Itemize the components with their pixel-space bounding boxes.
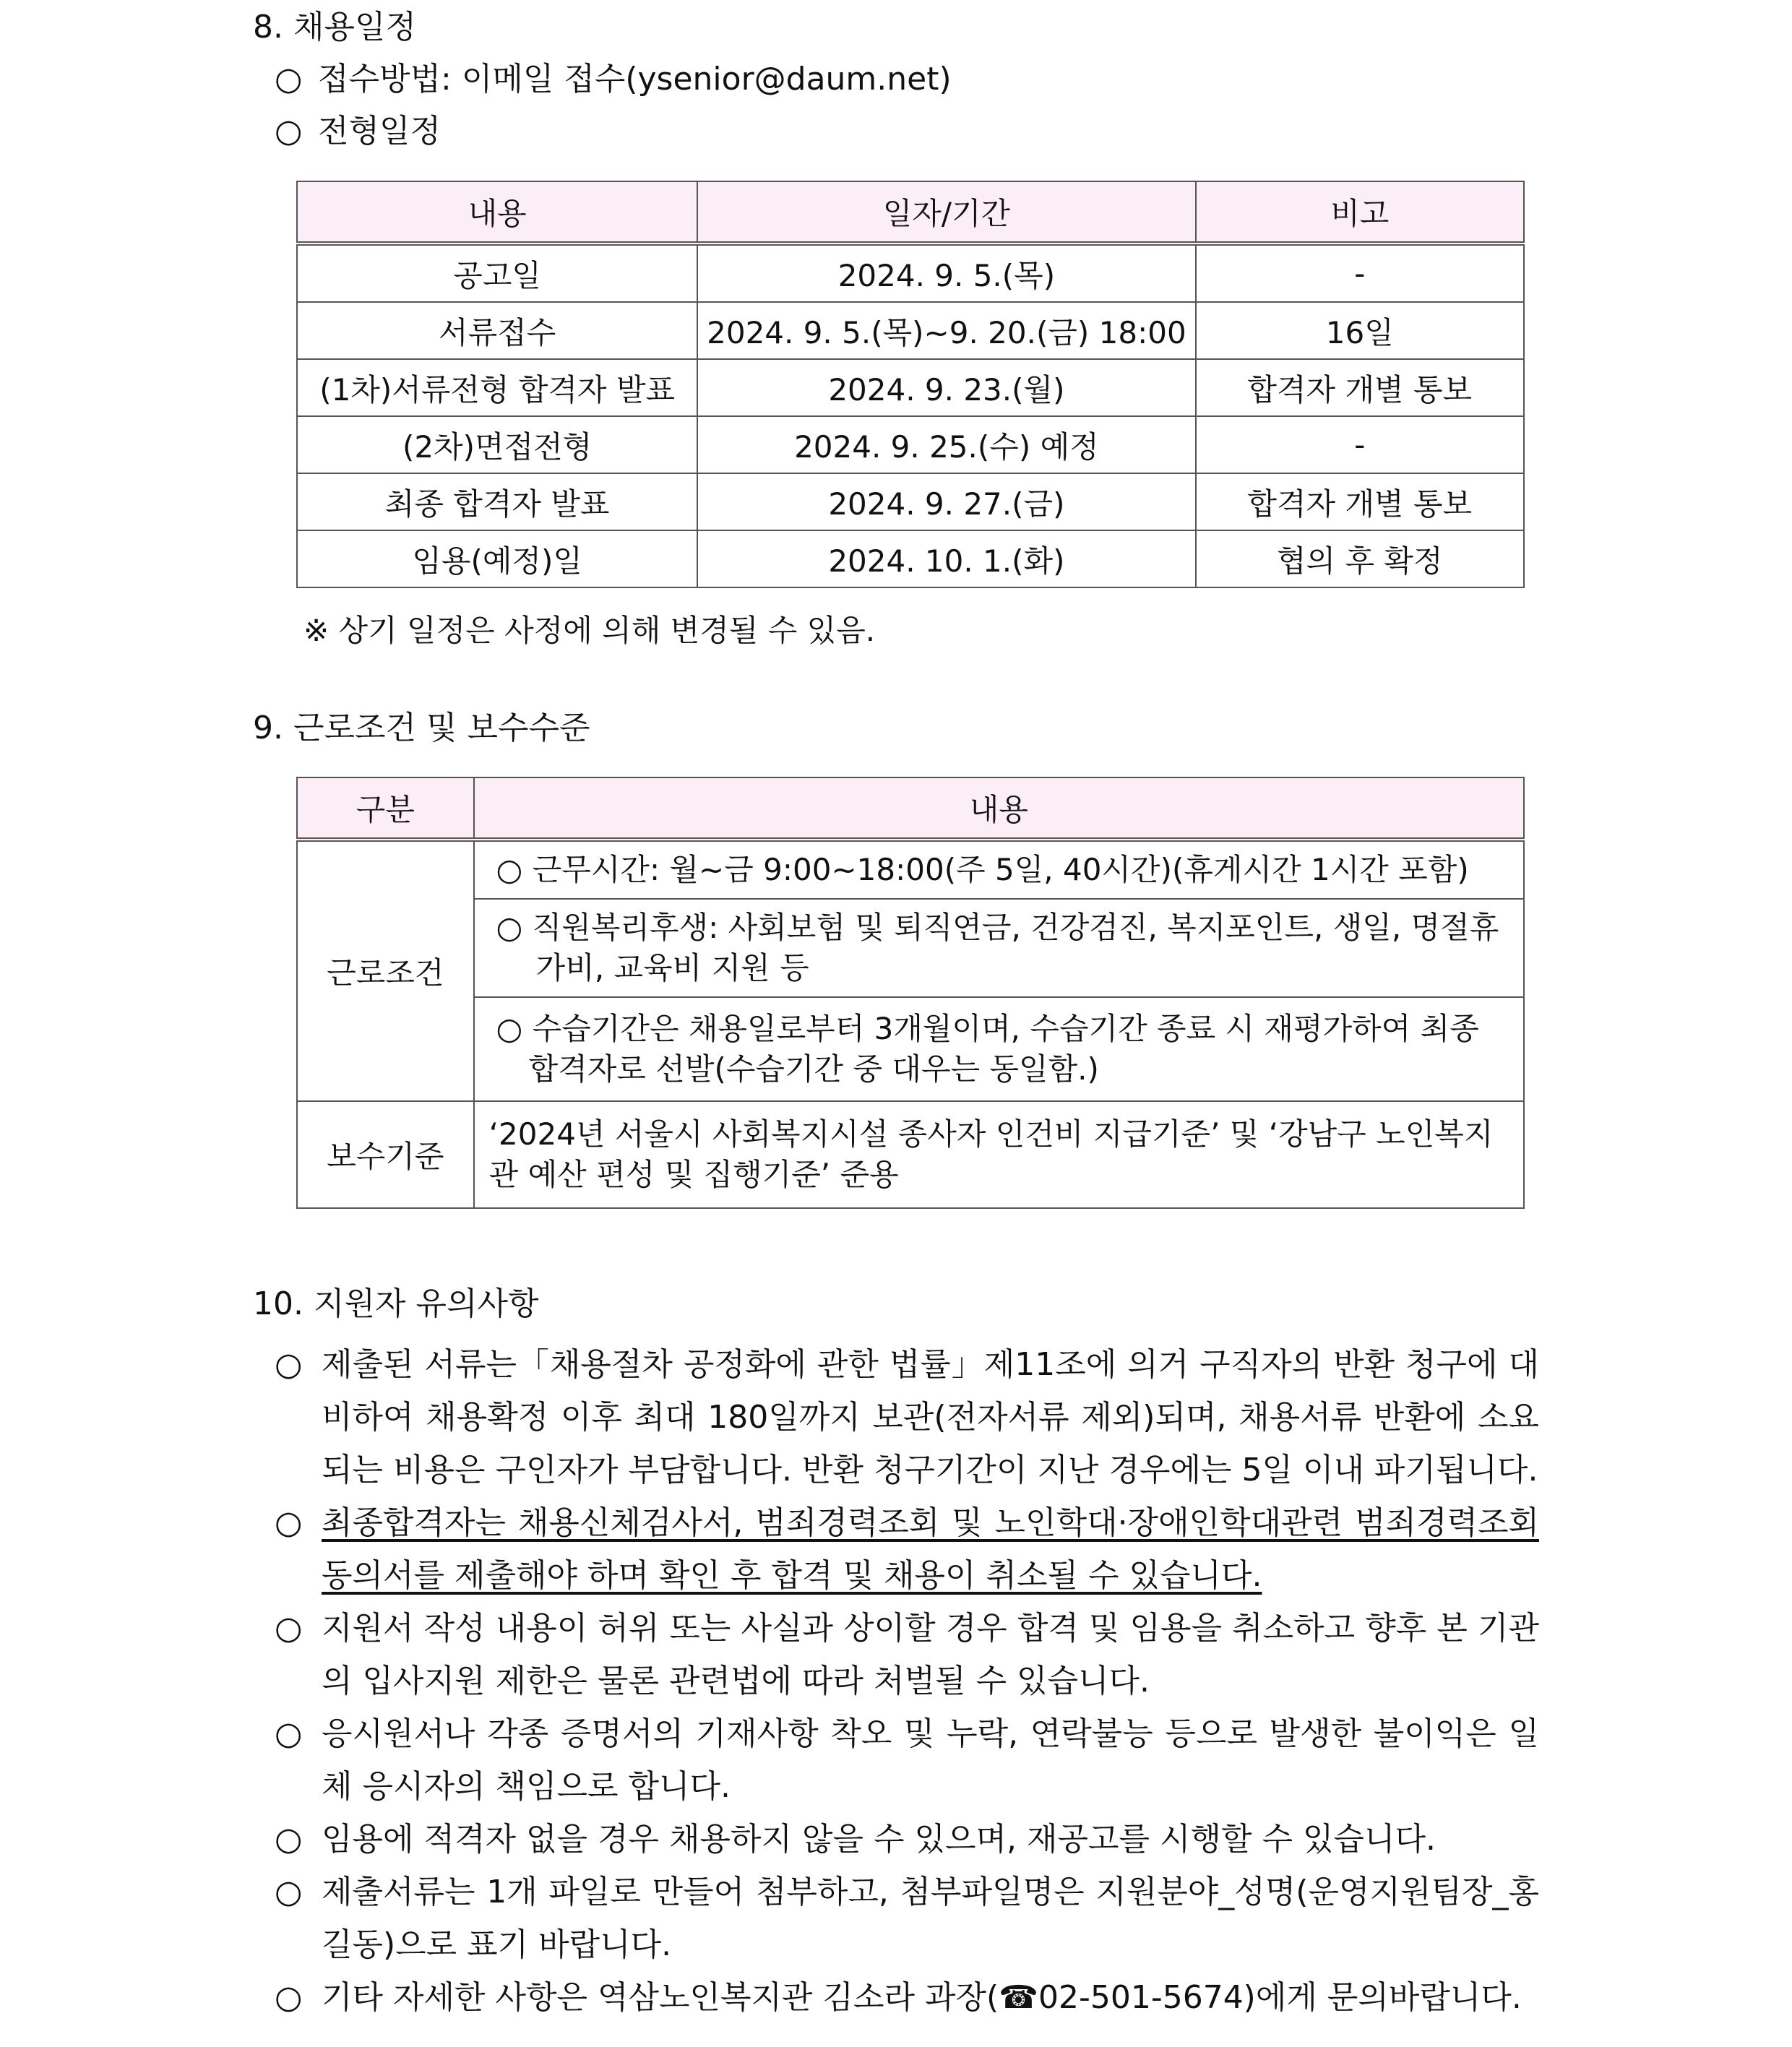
- schedule-cell: 16일: [1196, 302, 1524, 359]
- schedule-cell: 공고일: [297, 244, 697, 302]
- list-item: [275, 1707, 1539, 1813]
- welfare-text: ○ 직원복리후생: 사회보험 및 퇴직연금, 건강검진, 복지포인트, 생일, 명절휴가비, 교육비 지원 등: [496, 910, 1499, 986]
- pay-standard-text: ‘2024년 서울시 사회복지시설 종사자 인건비 지급기준’ 및 ‘강남구 노인복지관 예산 편성 및 집행기준’ 준용: [488, 1116, 1494, 1192]
- conditions-table: [296, 777, 1525, 1209]
- section-8-title: 8. 채용일정: [253, 9, 416, 46]
- table-row: [297, 1101, 1524, 1208]
- schedule-cell: 합격자 개별 통보: [1196, 359, 1524, 416]
- list-item: [275, 1602, 1539, 1707]
- table-row: [297, 840, 1524, 899]
- schedule-table: [296, 181, 1525, 588]
- work-hours-cell: [474, 840, 1524, 899]
- schedule-cell: -: [1196, 416, 1524, 473]
- schedule-cell: 임용(예정)일: [297, 530, 697, 587]
- notice-text: 제출된 서류는「채용절차 공정화에 관한 법률」제11조에 의거 구직자의 반환 청구에 대비하여 채용확정 이후 최대 180일까지 보관(전자서류 제외)되며, 채용서류 반환에 소요되는 비용은 구인자가 부담합니다. 반환 청구기간이 지난 경우에는 5일 이내 파기됩니다.: [322, 1346, 1539, 1488]
- schedule-cell: 서류접수: [297, 302, 697, 359]
- section-10-title: 10. 지원자 유의사항: [253, 1285, 539, 1322]
- table-row: [297, 473, 1524, 530]
- section-9-title: 9. 근로조건 및 보수수준: [253, 710, 590, 746]
- table-row: [297, 244, 1524, 302]
- schedule-cell: (1차)서류전형 합격자 발표: [297, 359, 697, 416]
- pay-standard-label: 보수기준: [297, 1101, 474, 1208]
- notice-text: 최종합격자는 채용신체검사서, 범죄경력조회 및 노인학대·장애인학대관련 범죄경력조회 동의서를 제출해야 하며 확인 후 합격 및 채용이 취소될 수 있습니다.: [322, 1504, 1539, 1594]
- schedule-cell: 최종 합격자 발표: [297, 473, 697, 530]
- schedule-label-text: 전형일정: [318, 113, 441, 150]
- table-row: [297, 899, 1524, 997]
- work-conditions-label: 근로조건: [297, 840, 474, 1101]
- conditions-header-content: 내용: [474, 777, 1524, 840]
- schedule-header-row: [297, 181, 1524, 244]
- probation-text: ○ 수습기간은 채용일로부터 3개월이며, 수습기간 종료 시 재평가하여 최종 합격자로 선발(수습기간 중 대우는 동일함.): [496, 1011, 1479, 1087]
- schedule-cell: 합격자 개별 통보: [1196, 473, 1524, 530]
- bullet-mark: ○: [275, 1504, 303, 1541]
- schedule-cell: 2024. 9. 25.(수) 예정: [697, 416, 1195, 473]
- conditions-header-row: [297, 777, 1524, 840]
- notice-list: [275, 1338, 1539, 2024]
- notice-text: 임용에 적격자 없을 경우 채용하지 않을 수 있으며, 재공고를 시행할 수 있습니다.: [322, 1821, 1436, 1858]
- bullet-mark: ○: [275, 1346, 303, 1383]
- list-item: [275, 1338, 1539, 1496]
- notice-text: 응시원서나 각종 증명서의 기재사항 착오 및 누락, 연락불능 등으로 발생한 불이익은 일체 응시자의 책임으로 합니다.: [322, 1715, 1539, 1805]
- schedule-label-line: [275, 110, 441, 153]
- probation-cell: [474, 997, 1524, 1101]
- application-method-line: [275, 58, 952, 101]
- bullet-mark: ○: [275, 1715, 303, 1752]
- contact-text: 기타 자세한 사항은 역삼노인복지관 김소라 과장(☎02-501-5674)에게 문의바랍니다.: [322, 1979, 1522, 2016]
- table-row: [297, 302, 1524, 359]
- bullet-mark: ○: [275, 113, 303, 150]
- schedule-cell: -: [1196, 244, 1524, 302]
- table-row: [297, 359, 1524, 416]
- schedule-header-content: 내용: [297, 181, 697, 244]
- list-item: [275, 1496, 1539, 1602]
- schedule-header-remark: 비고: [1196, 181, 1524, 244]
- bullet-mark: ○: [275, 1821, 303, 1858]
- bullet-mark: ○: [275, 1610, 303, 1647]
- list-item: [275, 1971, 1539, 2024]
- application-method-text: 접수방법: 이메일 접수(ysenior@daum.net): [318, 61, 952, 98]
- conditions-header-category: 구분: [297, 777, 474, 840]
- table-row: [297, 530, 1524, 587]
- schedule-cell: 2024. 9. 5.(목)~9. 20.(금) 18:00: [697, 302, 1195, 359]
- schedule-cell: 2024. 9. 23.(월): [697, 359, 1195, 416]
- schedule-note: ※ 상기 일정은 사정에 의해 변경될 수 있음.: [303, 613, 876, 648]
- notice-text: 제출서류는 1개 파일로 만들어 첨부하고, 첨부파일명은 지원분야_성명(운영지원팀장_홍길동)으로 표기 바랍니다.: [322, 1874, 1539, 1963]
- notice-text: 지원서 작성 내용이 허위 또는 사실과 상이할 경우 합격 및 임용을 취소하고 향후 본 기관의 입사지원 제한은 물론 관련법에 따라 처벌될 수 있습니다.: [322, 1610, 1539, 1699]
- list-item: [275, 1866, 1539, 1971]
- pay-standard-cell: [474, 1101, 1524, 1208]
- table-row: [297, 416, 1524, 473]
- table-row: [297, 997, 1524, 1101]
- schedule-cell: 2024. 10. 1.(화): [697, 530, 1195, 587]
- list-item: [275, 1813, 1539, 1866]
- bullet-mark: ○: [275, 61, 303, 98]
- schedule-cell: 2024. 9. 27.(금): [697, 473, 1195, 530]
- schedule-cell: 2024. 9. 5.(목): [697, 244, 1195, 302]
- schedule-cell: (2차)면접전형: [297, 416, 697, 473]
- welfare-cell: [474, 899, 1524, 997]
- work-hours-text: ○ 근무시간: 월~금 9:00~18:00(주 5일, 40시간)(휴게시간 1시간 포함): [496, 852, 1469, 887]
- schedule-header-date: 일자/기간: [697, 181, 1195, 244]
- schedule-cell: 협의 후 확정: [1196, 530, 1524, 587]
- bullet-mark: ○: [275, 1874, 303, 1910]
- bullet-mark: ○: [275, 1979, 303, 2016]
